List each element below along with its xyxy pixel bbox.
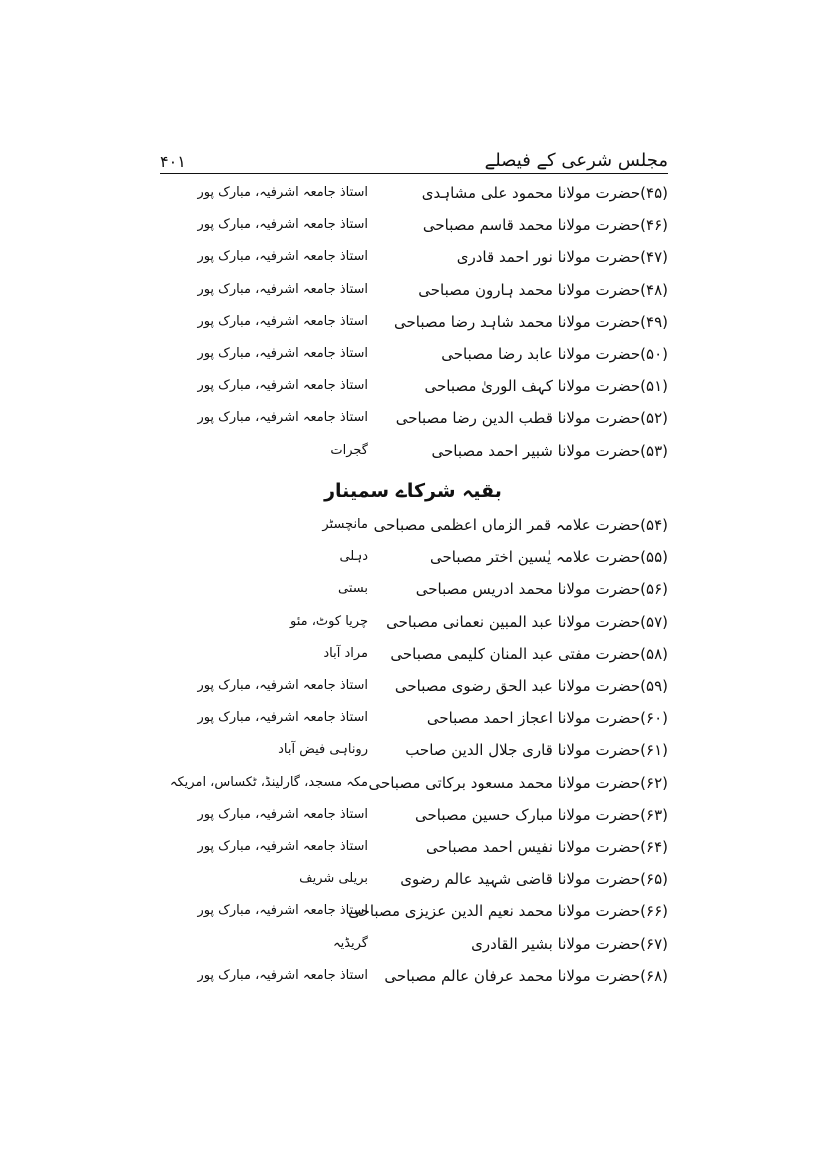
list-item	[0, 931, 826, 957]
participant-name: (۵۶)حضرت مولانا محمد ادریس مصباحی	[415, 580, 668, 599]
header-divider	[160, 173, 668, 174]
participant-affiliation: استاذ جامعہ اشرفیہ، مبارک پور	[197, 346, 368, 361]
participant-name: (۵۱)حضرت مولانا کہف الوریٰ مصباحی	[424, 377, 668, 396]
list-item	[0, 180, 826, 206]
participant-affiliation: استاذ جامعہ اشرفیہ، مبارک پور	[197, 410, 368, 426]
list-item	[0, 770, 826, 796]
participant-name: (۶۸)حضرت مولانا محمد عرفان عالم مصباحی	[384, 966, 668, 985]
participant-name: (۴۸)حضرت مولانا محمد ہارون مصباحی	[418, 280, 668, 299]
participant-name: (۵۸)حضرت مفتی عبد المنان کلیمی مصباحی	[390, 644, 668, 663]
participant-name: (۴۹)حضرت مولانا محمد شاہد رضا مصباحی	[394, 312, 668, 331]
participant-name: (۵۲)حضرت مولانا قطب الدین رضا مصباحی	[395, 409, 668, 428]
participant-name: (۵۷)حضرت مولانا عبد المبین نعمانی مصباحی	[386, 612, 668, 631]
participant-affiliation: گریڈیہ	[332, 935, 368, 951]
participant-name: (۶۷)حضرت مولانا بشیر القادری	[471, 934, 668, 953]
participant-affiliation: استاذ جامعہ اشرفیہ، مبارک پور	[197, 217, 368, 233]
participant-name: (۶۵)حضرت مولانا قاضی شہید عالم رضوی	[400, 870, 668, 889]
list-item	[0, 212, 826, 238]
participant-affiliation: بریلی شریف	[299, 871, 368, 887]
participant-affiliation: استاذ جامعہ اشرفیہ، مبارک پور	[197, 710, 368, 726]
section-heading: بقیہ شرکاے سمینار	[324, 480, 502, 502]
participant-affiliation: استاذ جامعہ اشرفیہ، مبارک پور	[197, 281, 368, 297]
list-item	[0, 544, 826, 570]
participant-affiliation: استاذ جامعہ اشرفیہ، مبارک پور	[197, 185, 368, 200]
participant-name: (۴۷)حضرت مولانا نور احمد قادری	[456, 248, 668, 267]
page-header	[160, 150, 668, 176]
participant-name: (۶۲)حضرت مولانا محمد مسعود برکاتی مصباحی	[368, 773, 668, 792]
list-item	[0, 512, 826, 538]
participant-name: (۴۵)حضرت مولانا محمود علی مشاہدی	[421, 184, 668, 202]
list-item	[0, 866, 826, 892]
list-item	[0, 802, 826, 828]
participant-affiliation: مکہ مسجد، گارلینڈ، ٹکساس، امریکہ	[169, 774, 368, 790]
participant-affiliation: استاذ جامعہ اشرفیہ، مبارک پور	[197, 678, 368, 693]
participant-affiliation: استاذ جامعہ اشرفیہ، مبارک پور	[197, 378, 368, 394]
participant-affiliation: استاذ جامعہ اشرفیہ، مبارک پور	[197, 313, 368, 329]
participant-name: (۴۶)حضرت مولانا محمد قاسم مصباحی	[422, 216, 668, 235]
list-item	[0, 277, 826, 303]
participant-name: (۵۹)حضرت مولانا عبد الحق رضوی مصباحی	[394, 677, 668, 695]
list-item	[0, 405, 826, 431]
participant-affiliation: مراد آباد	[323, 645, 368, 661]
list-item	[0, 609, 826, 635]
list-item	[0, 309, 826, 335]
list-item	[0, 705, 826, 731]
list-item	[0, 963, 826, 989]
participant-name: (۵۵)حضرت علامہ یٰسین اختر مصباحی	[430, 548, 668, 567]
participant-affiliation: استاذ جامعہ اشرفیہ، مبارک پور	[197, 967, 368, 983]
running-title: مجلس شرعی کے فیصلے	[484, 150, 668, 171]
participant-name: (۵۴)حضرت علامہ قمر الزماں اعظمی مصباحی	[373, 516, 668, 534]
participant-name: (۶۴)حضرت مولانا نفیس احمد مصباحی	[426, 838, 668, 856]
list-item	[0, 737, 826, 763]
participant-name: (۶۶)حضرت مولانا محمد نعیم الدین عزیزی مصباحی	[348, 902, 668, 921]
page-number: ۴۰۱	[160, 152, 186, 171]
participant-affiliation: بستی	[338, 581, 368, 597]
list-item	[0, 898, 826, 924]
list-item	[0, 373, 826, 399]
participant-affiliation: مانچسٹر	[322, 517, 368, 532]
participant-name: (۶۱)حضرت مولانا قاری جلال الدین صاحب	[405, 741, 668, 760]
participant-name: (۵۰)حضرت مولانا عابد رضا مصباحی	[441, 345, 668, 363]
participant-name: (۵۳)حضرت مولانا شبیر احمد مصباحی	[431, 441, 668, 460]
participant-affiliation: استاذ جامعہ اشرفیہ، مبارک پور	[197, 839, 368, 854]
list-item	[0, 641, 826, 667]
participant-affiliation: استاذ جامعہ اشرفیہ، مبارک پور	[197, 249, 368, 265]
list-item	[0, 576, 826, 602]
participant-affiliation: دہلی	[339, 549, 368, 565]
participant-affiliation: روناہی فیض آباد	[278, 742, 368, 758]
participant-affiliation: استاذ جامعہ اشرفیہ، مبارک پور	[197, 903, 368, 919]
participant-name: (۶۳)حضرت مولانا مبارک حسین مصباحی	[415, 805, 668, 824]
participant-affiliation: گجرات	[330, 442, 368, 458]
participant-name: (۶۰)حضرت مولانا اعجاز احمد مصباحی	[426, 709, 668, 728]
list-item	[0, 834, 826, 860]
participant-affiliation: چریا کوٹ، مئو	[290, 613, 368, 629]
list-item	[0, 341, 826, 367]
list-item	[0, 244, 826, 270]
participant-affiliation: استاذ جامعہ اشرفیہ، مبارک پور	[197, 806, 368, 822]
list-item	[0, 438, 826, 464]
list-item	[0, 673, 826, 699]
